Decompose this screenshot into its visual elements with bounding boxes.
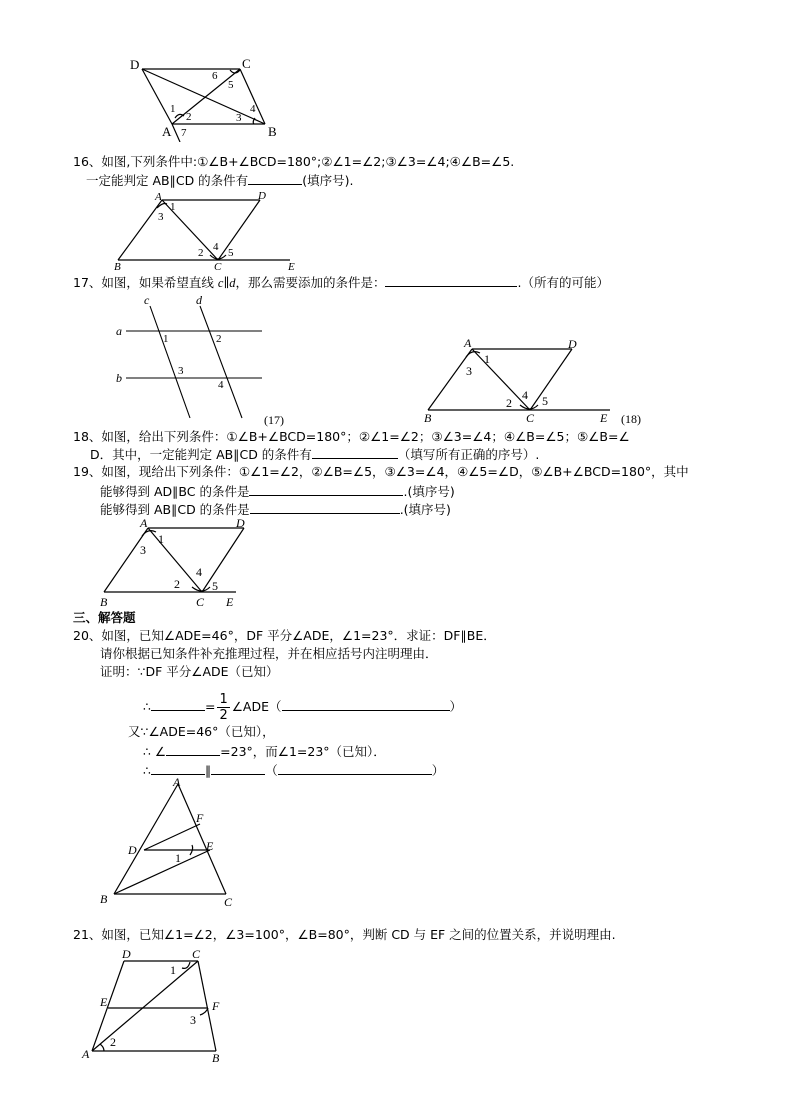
label-A: A: [162, 124, 172, 139]
svg-text:5: 5: [542, 394, 548, 408]
svg-text:5: 5: [228, 79, 234, 91]
svg-text:7: 7: [181, 127, 187, 139]
svg-text:B: B: [100, 595, 108, 609]
svg-text:F: F: [196, 811, 204, 825]
svg-text:3: 3: [178, 365, 184, 377]
q20-line2: 请你根据已知条件补充推理过程，并在相应括号内注明理由．: [100, 646, 438, 661]
label-B: B: [268, 124, 277, 139]
q19-ab-cd-blank[interactable]: [250, 501, 400, 514]
svg-text:D: D: [122, 947, 131, 961]
q21-text: 21、如图，已知∠1=∠2，∠3=100°，∠B=80°，判断 CD 与 EF 之间的位置关系，并说明理由.: [73, 927, 616, 942]
svg-text:4: 4: [250, 103, 256, 115]
svg-text:D: D: [128, 843, 137, 857]
svg-text:D: D: [258, 190, 266, 202]
q20-blank-angle[interactable]: [151, 698, 205, 711]
svg-text:2: 2: [198, 247, 204, 259]
svg-text:a: a: [116, 324, 122, 338]
q16-line1: 16、如图,下列条件中:①∠B+∠BCD=180°;②∠1=∠2;③∠3=∠4;④∠B=∠5.: [73, 154, 515, 169]
svg-text:4: 4: [218, 379, 224, 391]
svg-text:A: A: [173, 776, 181, 789]
svg-text:E: E: [600, 411, 608, 425]
q19-line1: 19、如图，现给出下列条件：①∠1=∠2，②∠B=∠5，③∠3=∠4，④∠5=∠D，⑤∠B+∠BCD=180°，其中: [73, 464, 689, 479]
q20-line6: ∴ ∠ =23°，而∠1=23°（已知）．: [143, 744, 386, 759]
figure-q16: [110, 190, 300, 270]
svg-text:E: E: [206, 839, 214, 853]
svg-text:1: 1: [170, 201, 176, 213]
svg-text:2: 2: [186, 111, 192, 123]
q17-line: 17、如图，如果希望直线 c∥d，那么需要添加的条件是： .（所有的可能）: [73, 275, 609, 290]
q17-answer-blank[interactable]: [385, 274, 517, 287]
svg-text:E: E: [226, 595, 234, 609]
svg-text:3: 3: [158, 211, 164, 223]
figure-q21: [78, 944, 238, 1068]
svg-text:4: 4: [522, 388, 528, 402]
q18-line2: D．其中，一定能判定 AB∥CD 的条件有 （填写所有正确的序号）.: [90, 447, 540, 462]
q20-line3: 证明：∵DF 平分∠ADE（已知）: [100, 664, 279, 679]
q19-line3: 能够得到 AB∥CD 的条件是 .(填序号): [100, 502, 451, 517]
svg-text:E: E: [100, 995, 108, 1009]
svg-text:B: B: [100, 892, 108, 906]
svg-text:C: C: [224, 895, 233, 909]
svg-text:1: 1: [170, 103, 176, 115]
q18-answer-blank[interactable]: [312, 446, 398, 459]
q19-line2: 能够得到 AD∥BC 的条件是 .(填序号): [100, 484, 455, 499]
svg-text:3: 3: [190, 1013, 196, 1027]
q20-blank-angle2[interactable]: [166, 743, 220, 756]
q20-line1: 20、如图，已知∠ADE=46°，DF 平分∠ADE，∠1=23°．求证：DF∥BE．: [73, 628, 496, 643]
q18-line1: 18、如图，给出下列条件：①∠B+∠BCD=180°；②∠1=∠2；③∠3=∠4；④∠B=∠5；⑤∠B=∠: [73, 429, 630, 444]
svg-text:A: A: [82, 1047, 90, 1061]
label-D: D: [130, 57, 140, 72]
svg-text:2: 2: [216, 333, 222, 345]
svg-text:1: 1: [175, 851, 181, 865]
svg-text:B: B: [424, 411, 432, 425]
svg-text:c: c: [144, 293, 150, 307]
svg-text:4: 4: [196, 565, 202, 579]
q16-line2: 一定能判定 AB∥CD 的条件有 (填序号).: [86, 173, 354, 188]
fraction-one-half: $\frac{1}{2}$: [219, 692, 228, 723]
svg-text:C: C: [214, 261, 222, 270]
svg-text:5: 5: [228, 247, 234, 259]
figure-q18: [420, 335, 650, 427]
figure-top-quadrilateral: [120, 52, 290, 142]
svg-text:E: E: [288, 261, 295, 270]
svg-text:1: 1: [163, 333, 169, 345]
svg-text:1: 1: [158, 532, 164, 546]
svg-text:F: F: [212, 999, 220, 1013]
q16-answer-blank[interactable]: [248, 172, 302, 185]
svg-text:B: B: [114, 261, 121, 270]
section-title: 三、解答题: [73, 610, 136, 625]
svg-text:5: 5: [212, 579, 218, 593]
svg-text:B: B: [212, 1051, 220, 1065]
figure-q19: [96, 516, 266, 610]
svg-text:1: 1: [170, 963, 176, 977]
q20-line7: ∴ ∥ （ ）: [143, 763, 445, 778]
svg-text:2: 2: [174, 577, 180, 591]
svg-text:4: 4: [213, 241, 219, 253]
svg-text:3: 3: [466, 364, 472, 378]
svg-text:2: 2: [506, 396, 512, 410]
q20-blank-reason2[interactable]: [278, 762, 432, 775]
q20-line5: 又∵∠ADE=46°（已知），: [128, 724, 275, 739]
q20-blank-reason1[interactable]: [282, 698, 450, 711]
svg-text:(17): (17): [264, 413, 284, 427]
q19-ad-bc-blank[interactable]: [249, 483, 403, 496]
svg-text:C: C: [526, 411, 535, 425]
svg-text:C: C: [192, 947, 201, 961]
label-C: C: [242, 56, 251, 71]
svg-text:d: d: [196, 293, 202, 307]
q20-line4: ∴ = $\frac{1}{2}$ ∠ADE（ ）: [143, 692, 463, 723]
svg-text:1: 1: [484, 352, 490, 366]
svg-text:3: 3: [140, 543, 146, 557]
svg-text:A: A: [140, 516, 148, 530]
svg-text:C: C: [196, 595, 205, 609]
svg-text:2: 2: [110, 1035, 116, 1049]
q20-blank-line2[interactable]: [211, 762, 265, 775]
svg-text:D: D: [236, 516, 245, 530]
svg-text:b: b: [116, 371, 122, 385]
svg-text:D: D: [568, 337, 577, 351]
svg-text:A: A: [464, 336, 472, 350]
svg-text:A: A: [155, 191, 162, 203]
figure-q17: [112, 290, 292, 430]
svg-text:6: 6: [212, 70, 218, 82]
figure-q20: [96, 776, 246, 910]
svg-text:(18): (18): [621, 412, 641, 426]
svg-text:3: 3: [236, 112, 242, 124]
q20-blank-line1[interactable]: [151, 762, 205, 775]
